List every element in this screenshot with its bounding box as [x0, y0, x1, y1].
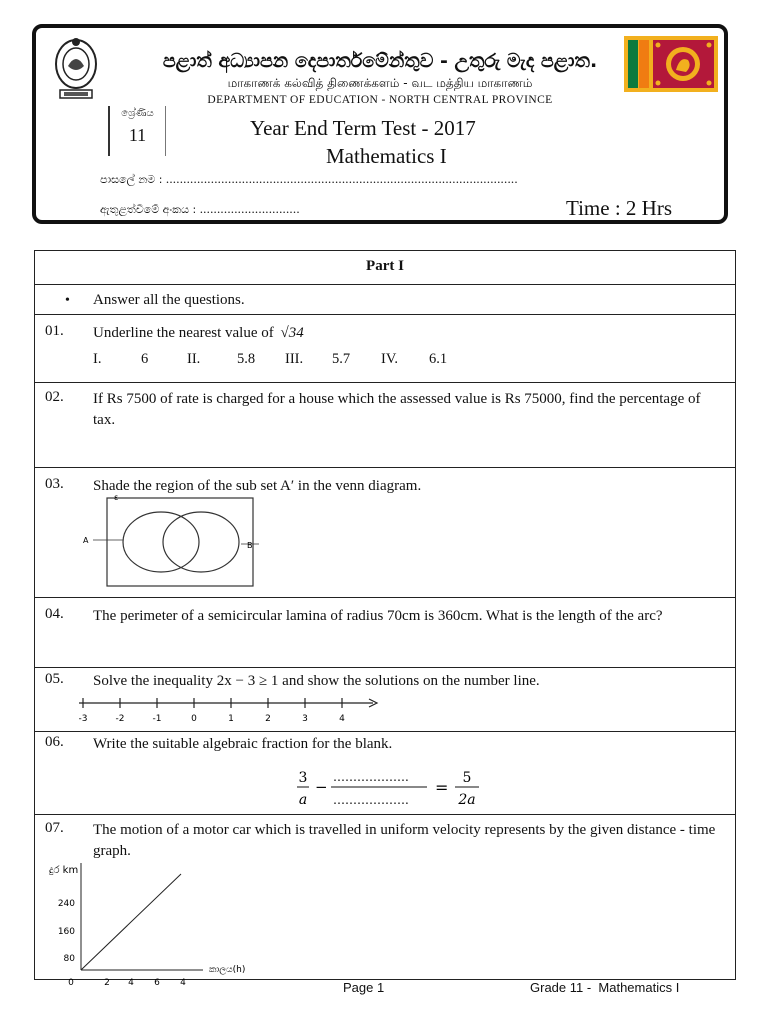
- exam-header: [32, 24, 728, 224]
- grade-number: 11: [128, 125, 147, 145]
- fraction-numerator: 3: [298, 770, 308, 786]
- instruction-text: Answer all the questions.: [93, 292, 245, 308]
- grade-box: [108, 106, 166, 156]
- x-axis-label: කාලය(h): [209, 965, 246, 975]
- question-1-text: Underline the nearest value of: [93, 325, 274, 341]
- option-value: 6.1: [429, 351, 448, 367]
- fraction-denominator: a: [298, 792, 308, 808]
- part-title: Part I: [366, 258, 404, 274]
- question-3-text: Shade the region of the sub set A′ in the venn diagram.: [93, 478, 422, 494]
- index-number-blank: .............................: [199, 201, 300, 216]
- number-line-label: 2: [265, 714, 271, 724]
- number-line-label: 1: [228, 714, 234, 724]
- result-denominator: 2a: [458, 792, 476, 808]
- minus-sign: −: [315, 778, 328, 796]
- grade-label: ශ්‍රේණිය: [121, 108, 154, 119]
- x-tick-label: 6: [154, 978, 160, 988]
- subject-title: Mathematics I: [326, 144, 447, 168]
- algebraic-fraction-equation: [297, 764, 497, 814]
- blank-denominator: ……………….: [333, 793, 409, 807]
- header-title-tamil: மாகாணக் கல்வித் திணைக்களம் - வட மத்திய மாகாணம்: [227, 76, 533, 90]
- y-axis-label: දුර km: [49, 865, 79, 876]
- question-row-6: [35, 732, 735, 815]
- instruction-row: [35, 285, 735, 315]
- y-tick-label: 160: [57, 927, 75, 937]
- y-tick-label: 80: [63, 954, 75, 964]
- option-label: II.: [187, 351, 201, 367]
- option-label: IV.: [381, 351, 399, 367]
- option-value: 5.8: [237, 351, 256, 367]
- question-number: 03.: [45, 476, 64, 492]
- x-tick-label: 0: [68, 978, 74, 988]
- distance-time-graph: [43, 859, 283, 989]
- question-row-3: [35, 468, 735, 598]
- school-name-field: [100, 171, 518, 187]
- question-number: 05.: [45, 671, 64, 687]
- question-5-text: Solve the inequality 2x − 3 ≥ 1 and show the solutions on the number line.: [93, 673, 540, 689]
- exam-time: Time : 2 Hrs: [566, 196, 672, 220]
- index-number-label: ඇතුළත්වීමේ අංකය :: [100, 203, 197, 216]
- question-row-1: [35, 315, 735, 383]
- equals-sign: =: [435, 778, 449, 797]
- sqrt-expression: √34: [280, 325, 304, 341]
- option-value: 5.7: [332, 351, 351, 367]
- question-7-text: The motion of a motor car which is travelled in uniform velocity represents by the given distance - time graph.: [93, 822, 716, 859]
- number-line-label: 4: [339, 714, 345, 724]
- venn-diagram: [83, 492, 259, 592]
- question-2-text: If Rs 7500 of rate is charged for a house which the assessed value is Rs 75000, find the percentage of tax.: [93, 391, 701, 428]
- set-a-label: A: [83, 536, 89, 545]
- option-value: 6: [141, 351, 149, 367]
- universal-set-label: ε: [114, 493, 119, 502]
- result-numerator: 5: [462, 770, 472, 786]
- question-number: 01.: [45, 323, 64, 339]
- question-6-text: Write the suitable algebraic fraction for the blank.: [93, 736, 393, 752]
- question-row-5: [35, 668, 735, 732]
- question-number: 06.: [45, 734, 64, 750]
- x-tick-label: 4: [180, 978, 186, 988]
- number-line-label: 3: [302, 714, 308, 724]
- bullet-icon: •: [65, 293, 70, 308]
- option-label: I.: [93, 351, 102, 367]
- question-text: [93, 323, 723, 344]
- y-tick-label: 240: [57, 899, 75, 909]
- school-name-blank: ......................................................................................................: [165, 171, 518, 186]
- test-title: Year End Term Test - 2017: [250, 116, 476, 140]
- number-line: [79, 694, 379, 724]
- question-number: 02.: [45, 389, 64, 405]
- question-number: 04.: [45, 606, 64, 622]
- index-number-field: [100, 201, 300, 217]
- sri-lanka-flag-icon: [624, 36, 718, 92]
- number-line-label: -1: [152, 714, 162, 724]
- part-title-row: [35, 251, 735, 285]
- number-line-label: -3: [79, 714, 88, 724]
- footer-grade-subject: Grade 11 - Mathematics I: [530, 980, 680, 995]
- question-number: 07.: [45, 820, 64, 836]
- set-b-label: B: [247, 541, 253, 550]
- option-label: III.: [285, 351, 304, 367]
- question-4-text: The perimeter of a semicircular lamina of radius 70cm is 360cm. What is the length of the arc?: [93, 608, 663, 624]
- footer-page-number: Page 1: [343, 980, 385, 995]
- question-row-4: [35, 598, 735, 668]
- number-line-label: 0: [191, 714, 197, 724]
- school-name-label: පාසලේ නම :: [100, 173, 163, 186]
- header-title-english: DEPARTMENT OF EDUCATION - NORTH CENTRAL PROVINCE: [207, 94, 553, 106]
- x-tick-label: 2: [104, 978, 110, 988]
- blank-numerator: ……………….: [333, 770, 409, 784]
- number-line-label: -2: [115, 714, 125, 724]
- question-row-2: [35, 383, 735, 468]
- x-tick-label: 4: [128, 978, 134, 988]
- header-title-sinhala: පළාත් අධ්‍යාපන දෙපාර්තමේන්තුව - උතුරු මැද පළාත.: [162, 50, 598, 72]
